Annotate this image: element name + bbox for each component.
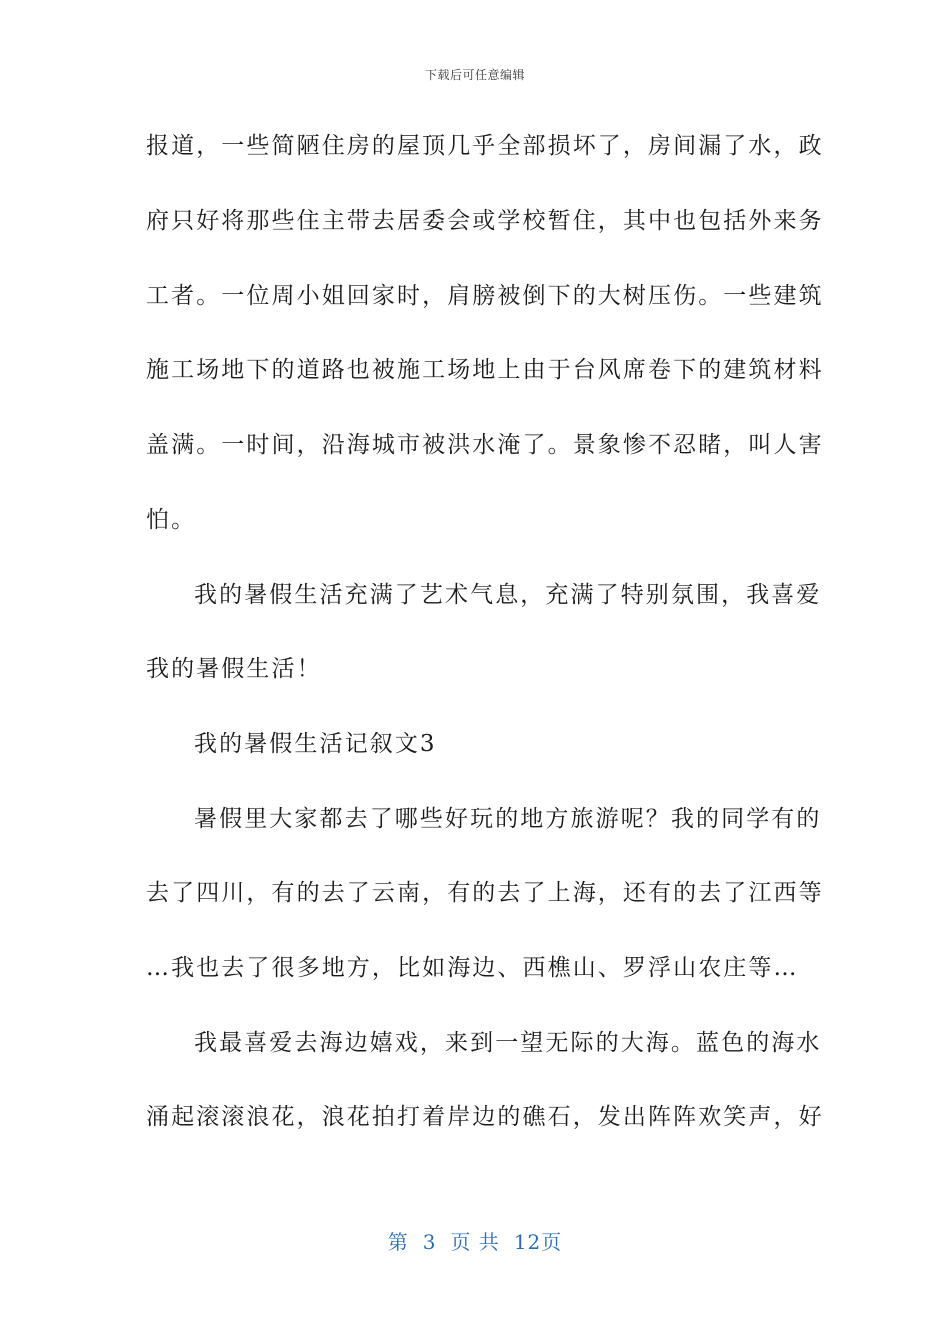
body-line: 施工场地下的道路也被施工场地上由于台风席卷下的建筑材料 bbox=[146, 357, 824, 383]
total-pages-number: 12 bbox=[513, 1230, 542, 1254]
paragraph-first-line: 暑假里大家都去了哪些好玩的地方旅游呢？我的同学有的 bbox=[194, 806, 822, 832]
footer-suffix: 页 bbox=[541, 1230, 563, 1254]
page-header: 下载后可任意编辑 bbox=[424, 68, 525, 82]
page-footer bbox=[0, 1226, 950, 1255]
footer-middle: 页 共 bbox=[450, 1230, 500, 1254]
body-line: 府只好将那些住主带去居委会或学校暂住，其中也包括外来务 bbox=[146, 208, 824, 234]
body-line: 盖满。一时间，沿海城市被洪水淹了。景象惨不忍睹，叫人害 bbox=[146, 432, 824, 458]
paragraph-first-line: 我的暑假生活充满了艺术气息，充满了特别氛围，我喜爱 bbox=[194, 582, 822, 608]
body-line: 去了四川，有的去了云南，有的去了上海，还有的去了江西等 bbox=[146, 880, 824, 906]
body-line: 报道，一些简陋住房的屋顶几乎全部损坏了，房间漏了水，政 bbox=[146, 133, 824, 159]
footer-prefix: 第 bbox=[387, 1230, 409, 1254]
current-page-number: 3 bbox=[422, 1230, 437, 1254]
section-title: 我的暑假生活记叙文3 bbox=[194, 731, 437, 757]
body-line: 我的暑假生活！ bbox=[146, 656, 322, 682]
body-line: 工者。一位周小姐回家时，肩膀被倒下的大树压伤。一些建筑 bbox=[146, 283, 824, 309]
body-line: 涌起滚滚浪花，浪花拍打着岸边的礁石，发出阵阵欢笑声，好 bbox=[146, 1104, 824, 1130]
body-line: …我也去了很多地方，比如海边、西樵山、罗浮山农庄等… bbox=[146, 955, 799, 981]
paragraph-first-line: 我最喜爱去海边嬉戏，来到一望无际的大海。蓝色的海水 bbox=[194, 1030, 822, 1056]
body-line: 怕。 bbox=[146, 507, 197, 533]
